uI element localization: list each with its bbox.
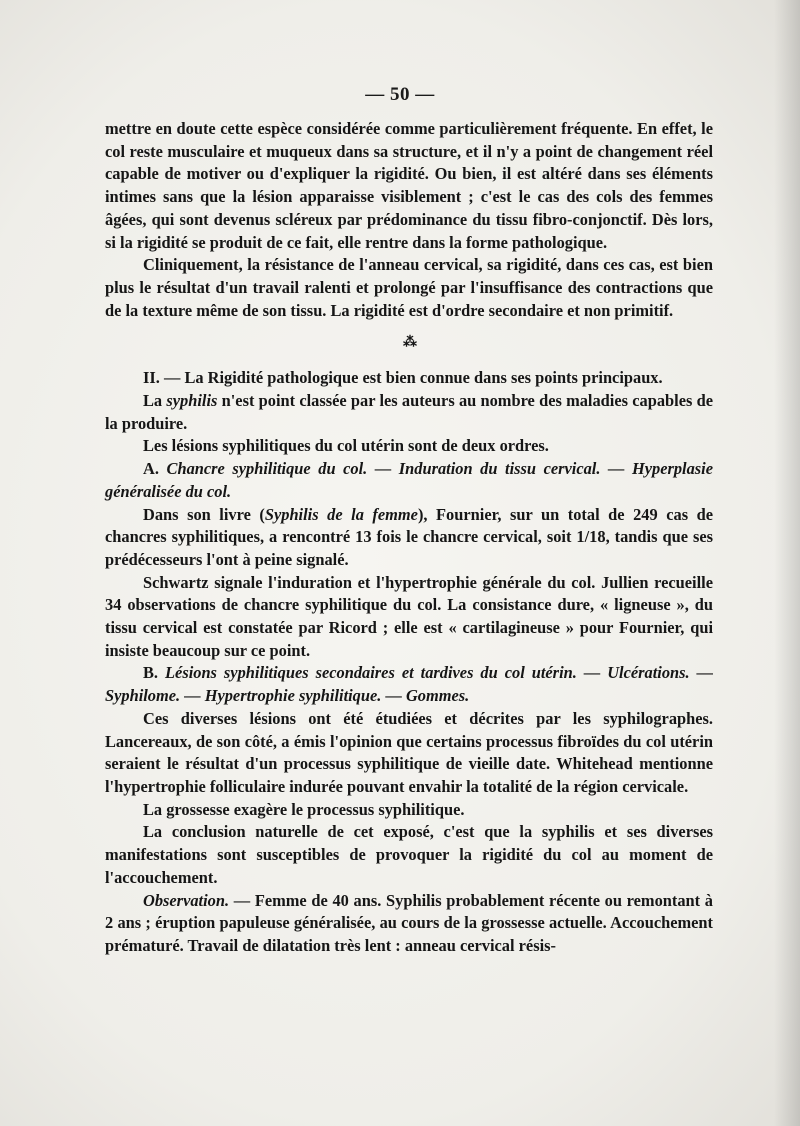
body-text [105,118,713,958]
paragraph-observation [105,890,713,958]
paragraph-syphilis [105,390,713,435]
paragraph-subsection-b [105,662,713,707]
paragraph-1: mettre en doute cette espèce considérée comme particulièrement fréquente. En effet, le col reste musculaire et muqueux dans sa structure, et il n'y a point de changement réel capable de motiver ou d'expliquer la rigidité. Ou bien, il est altéré dans ses éléments intimes sans que la lésion apparaisse visiblement ; c'est le cas des cols des femmes âgées, qui sont devenus scléreux par prédominance du tissu fibro-conjonctif. Dès lors, si la rigidité se produit de ce fait, elle rentre dans la forme pathologique. [105,119,713,252]
page-edge-shadow [774,0,800,1126]
paragraph-conclusion: La conclusion naturelle de cet exposé, c'est que la syphilis et ses diverses manifestations sont susceptibles de provoquer la rigidité du col au moment de l'accouchement. [105,822,713,887]
paragraph-2: Cliniquement, la résistance de l'anneau cervical, sa rigidité, dans ces cas, est bien plus le résultat d'un travail ralenti et prolongé par l'insuffisance des contractions que de la texture même de son tissu. La rigidité est d'ordre secondaire et non primitif. [105,255,713,320]
paragraph-grossesse: La grossesse exagère le processus syphilitique. [143,799,465,819]
italic-label: Observation. [143,890,230,910]
text-run: Dans son livre ( [143,504,265,524]
paragraph-fournier [105,504,713,572]
italic-book-title: Syphilis de la femme [264,504,418,524]
text-run: B. [143,663,166,683]
italic-heading: Chancre syphilitique du col. — Induration du tissu cervical. — Hyperplasie généralisée du col. [105,459,713,501]
asterism-separator: ⁂ [403,335,415,351]
italic-heading: Lésions syphilitiques secondaires et tardives du col utérin. — Ulcérations. — Syphilome. — Hypertrophie syphilitique. — Gommes. [105,663,713,706]
text-run: n'est point classée par les auteurs au nombre des maladies capables de la produire. [105,391,713,433]
paragraph-lesions: Les lésions syphilitiques du col utérin sont de deux ordres. [143,436,549,456]
italic-term: syphilis [166,391,218,411]
paragraph-schwartz: Schwartz signale l'induration et l'hypertrophie générale du col. Jullien recueille 34 observations de chancre syphilitique du col. La consistance dure, « ligneuse », du tissu cervical est constatée par Ricord ; elle est « cartilagineuse » pour Fournier, qui insiste beaucoup sur ce point. [105,572,713,660]
text-run: A. [143,459,167,479]
paragraph-subsection-a [105,458,713,503]
text-run: La [143,391,167,411]
text-run: — Femme de 40 ans. Syphilis probablement récente ou remontant à 2 ans ; éruption papuleuse généralisée, au cours de la grossesse actuelle. Accouchement prématuré. Travail de dilatation très lent : anneau cervical résis- [105,890,713,955]
text-run: ), Fournier, sur un total de 249 cas de chancres syphilitiques, a rencontré 13 fois le chancre cervical, soit 1/18, tandis que ses prédécesseurs l'ont à peine signalé. [105,504,714,569]
paragraph-section-ii: II. — La Rigidité pathologique est bien connue dans ses points principaux. [143,368,663,388]
page-number: — 50 — [365,84,435,105]
paragraph-lancereaux: Ces diverses lésions ont été étudiées et décrites par les syphilographes. Lancereaux, de son côté, a émis l'opinion que certains processus fibroïdes du col utérin seraient le résultat d'un processus syphilitique de vieille date. Whitehead mentionne l'hypertrophie folliculaire indurée pouvant envahir la totalité de la région cervicale. [105,708,713,796]
